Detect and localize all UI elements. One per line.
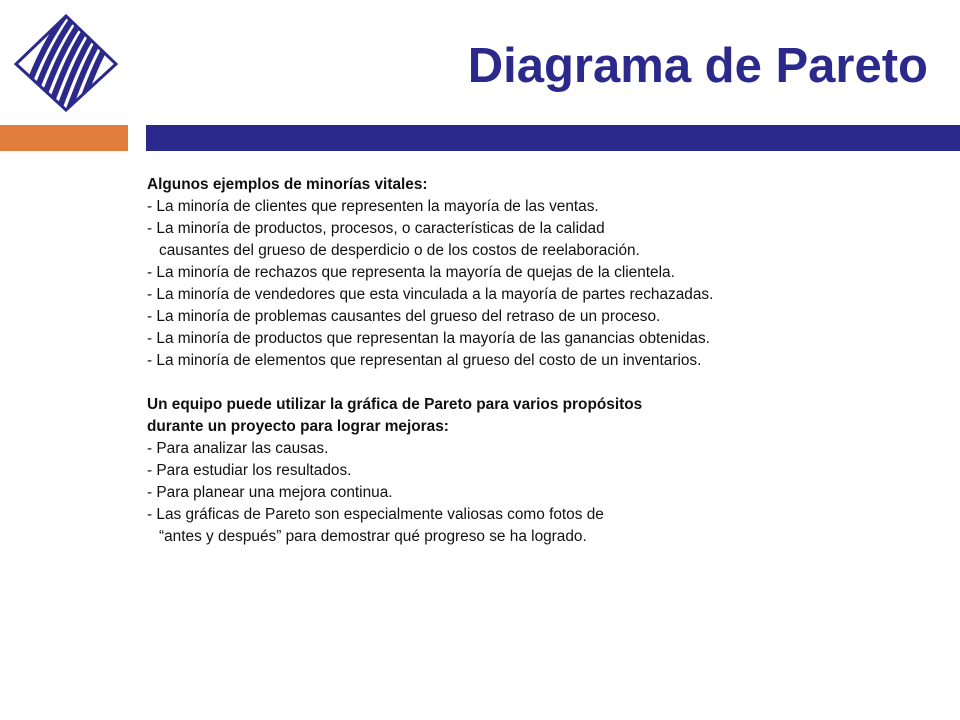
list-item: - La minoría de clientes que representen la mayoría de las ventas.	[147, 198, 599, 215]
slide-body	[147, 174, 937, 548]
section-heading-purposes: Un equipo puede utilizar la gráfica de Pareto para varios propósitos	[147, 396, 643, 413]
list-item-continuation: “antes y después” para demostrar qué progreso se ha logrado.	[159, 528, 587, 545]
list-item: - La minoría de problemas causantes del grueso del retraso de un proceso.	[147, 308, 661, 325]
orange-accent-bar	[0, 125, 128, 151]
list-item: - Para analizar las causas.	[147, 440, 329, 457]
list-item: - Para planear una mejora continua.	[147, 484, 393, 501]
list-item: - La minoría de rechazos que representa la mayoría de quejas de la clientela.	[147, 264, 675, 281]
section-heading-vital-minorities: Algunos ejemplos de minorías vitales:	[147, 176, 428, 193]
list-item-continuation: causantes del grueso de desperdicio o de los costos de reelaboración.	[159, 242, 640, 259]
blue-header-bar	[146, 125, 960, 151]
list-item: - Las gráficas de Pareto son especialmente valiosas como fotos de	[147, 506, 604, 523]
page-title: Diagrama de Pareto	[467, 39, 928, 93]
paragraph-spacer	[147, 372, 937, 394]
list-item: - La minoría de vendedores que esta vinculada a la mayoría de partes rechazadas.	[147, 286, 714, 303]
list-item: - La minoría de elementos que representan al grueso del costo de un inventarios.	[147, 352, 702, 369]
list-item: - La minoría de productos, procesos, o características de la calidad	[147, 220, 605, 237]
list-item: - Para estudiar los resultados.	[147, 462, 352, 479]
section-heading-purposes-continuation: durante un proyecto para lograr mejoras:	[147, 418, 449, 435]
striped-diamond-logo-icon	[14, 14, 118, 112]
list-item: - La minoría de productos que representan la mayoría de las ganancias obtenidas.	[147, 330, 710, 347]
